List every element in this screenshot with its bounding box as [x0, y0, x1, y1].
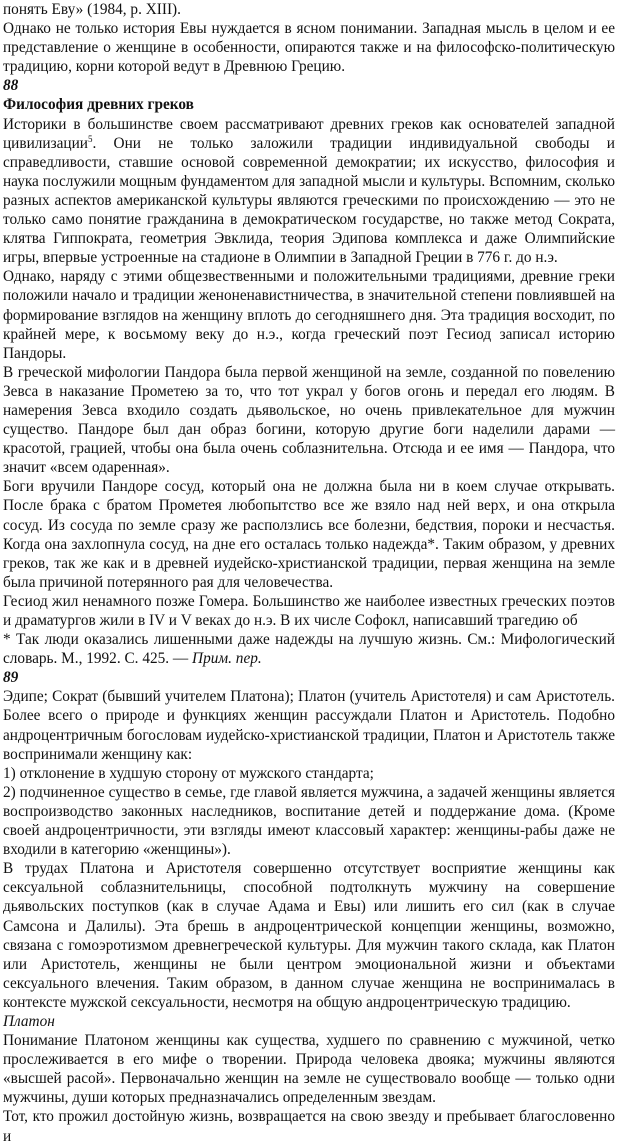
footnote-translator-note: Прим. пер.	[192, 650, 262, 668]
paragraph-oedipus: Эдипе; Сократ (бывший учителем Платона); Платон (учитель Аристотеля) и сам Аристотель. Более всего о природе и функциях женщин рассуждали Платон и Аристотель. Подобно андроцентричным богословам иудейско-христианской традиции, Платон и Аристотель также воспринимали женщину как:	[3, 688, 615, 763]
paragraph-plato-myth: Понимание Платоном женщины как существа, худшего по сравнению с мужчиной, четко прослеживается в его мифе о творении. Природа человека двояка; мужчины являются «высшей расой». Первоначально женщин на земле не существовало вообще — только одни мужчины, души которых предназначались определенным звездам.	[3, 1032, 615, 1107]
paragraph-worthy-life: Тот, кто прожил достойную жизнь, возвращается на свою звезду и пребывает благословенно и	[3, 1108, 615, 1145]
paragraph-hesiod: Гесиод жил ненамного позже Гомера. Большинство же наиболее известных греческих поэтов и драматургов жили в IV и V веках до н.э. В их числе Софокл, написавший трагедию об	[3, 592, 615, 629]
page-number-89: 89	[3, 669, 19, 687]
list-item-2: 2) подчиненное существо в семье, где главой является мужчина, а задачей женщины является воспроизводство законных наследников, воспитание детей и поддержание дома. (Кроме своей андроцентричности, эти взгляды имеют классовый характер: женщины-рабы даже не входили в категорию «женщины»).	[3, 783, 615, 859]
subheading-plato: Платон	[3, 1012, 55, 1030]
paragraph-pandora: В греческой мифологии Пандора была первой женщиной на земле, созданной по повелению Зевса в наказание Прометею за то, что тот украл у богов огонь и передал его людям. В намерения Зевса входило создать дьявольское, но очень привлекательное для мужчин существо. Пандоре был дан образ богини, которую другие боги наделили дарами — красотой, грацией, чтобы она была очень соблазнительна. Отсюда и ее имя — Пандора, что значит «всем одаренная».	[3, 363, 615, 477]
paragraph-historians-rest: . Они не только заложили традиции индивидуальной свободы и справедливости, ставшие основой современной демократии; их искусство, философия и наука послужили мощным фундаментом для западной мысли и культуры. Вспомним, сколько разных аспектов американской культуры являются греческими по происхождению — это не только само понятие гражданина в демократическом государстве, но также метод Сократа, клятва Гиппократа, геометрия Эвклида, теория Эдипова комплекса и даже Олимпийские игры, впервые устроенные на стадионе в Олимпии в Западной Греции в 776 г. до н.э.	[3, 134, 615, 267]
paragraph-vessel: Боги вручили Пандоре сосуд, который она не должна была ни в коем случае открывать. После брака с братом Прометея любопытство все же взяло над ней верх, и она открыла сосуд. Из сосуда по земле сразу же расползлись все болезни, бедствия, пороки и несчастья. Когда она захлопнула сосуд, на дне его осталась только надежда*. Таким образом, у древних греков, так же как и в древней иудейско-христианской традиции, первая женщина на земле была причиной потерянного рая для человечества.	[3, 478, 615, 591]
paragraph-intro: Однако не только история Евы нуждается в ясном понимании. Западная мысль в целом и ее представление о женщине в особенности, опираются также и на философско-политическую традицию, корни которой ведут в Древнюю Грецию.	[3, 20, 615, 76]
paragraph-continuation: понять Еву» (1984, p. XIII).	[3, 1, 181, 18]
page-number-88: 88	[3, 77, 19, 95]
footnote-text: * Так люди оказались лишенными даже надежды на лучшую жизнь. См.: Мифологический словарь. М., 1992. С. 425. —	[3, 631, 615, 668]
footnote-reference: 5	[88, 133, 93, 144]
section-heading: Философия древних греков	[3, 96, 194, 114]
paragraph-misogyny: Однако, наряду с этими общезвественными и положительными традициями, древние греки положили начало и традиции женоненавистничества, в значительной степени повлиявшей на формирование взглядов на женщину вплоть до сегодняшнего дня. Эта традиция восходит, по крайней мере, к восьмому веку до н.э., когда греческий поэт Гесиод записал историю Пандоры.	[3, 268, 615, 362]
footnote	[3, 630, 615, 668]
paragraph-historians	[3, 115, 615, 268]
list-item-1: 1) отклонение в худшую сторону от мужского стандарта;	[3, 764, 374, 782]
paragraph-historians-start: Историки в большинстве своем рассматривают древних греков как основателей западной цивилизации	[3, 115, 615, 152]
paragraph-plato-aristotle: В трудах Платона и Аристотеля совершенно отсутствует восприятие женщины как сексуальной соблазнительницы, способной подтолкнуть мужчину на совершение дьявольских поступков (как в случае Адама и Евы) или лишить его сил (как в случае Самсона и Далилы). Эта брешь в андроцентрической концепции женщины, возможно, связана с гомоэротизмом древнегреческой культуры. Для мужчин такого склада, как Платон или Аристотель, женщины не были центром эмоциональной жизни и объектами сексуального влечения. Таким образом, в данном случае женщина не воспринималась в контексте мужской сексуальности, несмотря на общую андроцентрическую традицию.	[3, 860, 615, 1011]
